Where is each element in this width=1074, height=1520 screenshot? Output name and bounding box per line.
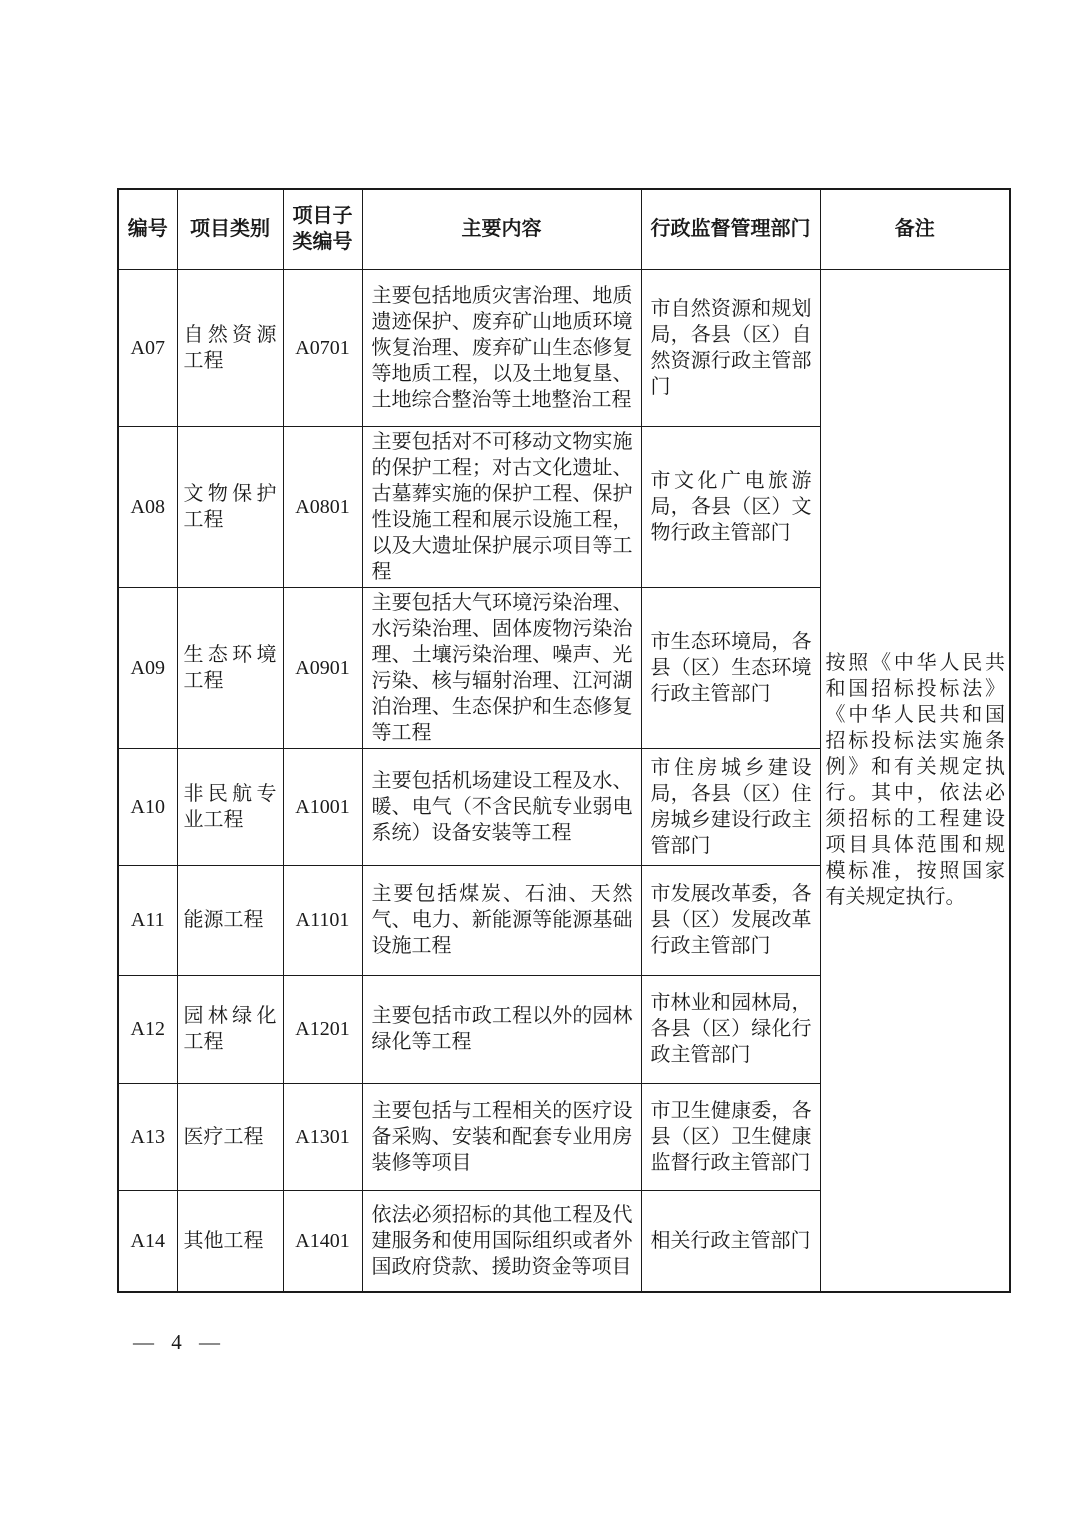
- row-content: 主要包括与工程相关的医疗设备采购、安装和配套专业用房装修等项目: [362, 1083, 641, 1190]
- row-category: 文物保护工程: [177, 426, 283, 587]
- header-category: 项目类别: [177, 189, 283, 269]
- row-category: 生态环境工程: [177, 587, 283, 748]
- row-subcode: A0801: [283, 426, 362, 587]
- row-code: A13: [118, 1083, 177, 1190]
- row-content: 主要包括煤炭、石油、天然气、电力、新能源等能源基础设施工程: [362, 865, 641, 975]
- row-code: A08: [118, 426, 177, 587]
- row-content: 主要包括大气环境污染治理、水污染治理、固体废物污染治理、土壤污染治理、噪声、光污染、核与辐射治理、江河湖泊治理、生态保护和生态修复等工程: [362, 587, 641, 748]
- table-header-row: [118, 189, 1010, 269]
- row-category: 园林绿化工程: [177, 975, 283, 1083]
- row-code: A10: [118, 748, 177, 865]
- header-code: 编号: [118, 189, 177, 269]
- project-category-table: [117, 188, 1011, 1293]
- row-department: 市发展改革委，各县（区）发展改革行政主管部门: [641, 865, 820, 975]
- row-category: 自然资源工程: [177, 269, 283, 426]
- row-department: 相关行政主管部门: [641, 1190, 820, 1292]
- row-department: 市文化广电旅游局，各县（区）文物行政主管部门: [641, 426, 820, 587]
- row-department: 市卫生健康委，各县（区）卫生健康监督行政主管部门: [641, 1083, 820, 1190]
- header-content: 主要内容: [362, 189, 641, 269]
- row-department: 市生态环境局，各县（区）生态环境行政主管部门: [641, 587, 820, 748]
- row-subcode: A0701: [283, 269, 362, 426]
- row-content: 主要包括市政工程以外的园林绿化等工程: [362, 975, 641, 1083]
- row-subcode: A0901: [283, 587, 362, 748]
- remark-merged-cell: 按照《中华人民共和国招标投标法》《中华人民共和国招标投标法实施条例》和有关规定执行。其中，依法必须招标的工程建设项目具体范围和规模标准，按照国家有关规定执行。: [820, 269, 1010, 1292]
- row-subcode: A1101: [283, 865, 362, 975]
- row-code: A09: [118, 587, 177, 748]
- row-department: 市住房城乡建设局，各县（区）住房城乡建设行政主管部门: [641, 748, 820, 865]
- row-content: 主要包括对不可移动文物实施的保护工程；对古文化遗址、古墓葬实施的保护工程、保护性设施工程和展示设施工程，以及大遗址保护展示项目等工程: [362, 426, 641, 587]
- row-subcode: A1301: [283, 1083, 362, 1190]
- row-code: A07: [118, 269, 177, 426]
- header-subcode: 项目子类编号: [283, 189, 362, 269]
- row-content: 主要包括地质灾害治理、地质遗迹保护、废弃矿山地质环境恢复治理、废弃矿山生态修复等地质工程，以及土地复垦、土地综合整治等土地整治工程: [362, 269, 641, 426]
- page-number: — 4 —: [133, 1330, 226, 1354]
- header-department: 行政监督管理部门: [641, 189, 820, 269]
- row-code: A12: [118, 975, 177, 1083]
- row-category: 能源工程: [177, 865, 283, 975]
- row-subcode: A1201: [283, 975, 362, 1083]
- row-department: 市林业和园林局，各县（区）绿化行政主管部门: [641, 975, 820, 1083]
- row-subcode: A1401: [283, 1190, 362, 1292]
- row-code: A11: [118, 865, 177, 975]
- header-remark: 备注: [820, 189, 1010, 269]
- row-category: 医疗工程: [177, 1083, 283, 1190]
- table-row: [118, 269, 1010, 426]
- row-code: A14: [118, 1190, 177, 1292]
- row-category: 非民航专业工程: [177, 748, 283, 865]
- row-subcode: A1001: [283, 748, 362, 865]
- row-content: 依法必须招标的其他工程及代建服务和使用国际组织或者外国政府贷款、援助资金等项目: [362, 1190, 641, 1292]
- row-category: 其他工程: [177, 1190, 283, 1292]
- row-department: 市自然资源和规划局，各县（区）自然资源行政主管部门: [641, 269, 820, 426]
- row-content: 主要包括机场建设工程及水、暖、电气（不含民航专业弱电系统）设备安装等工程: [362, 748, 641, 865]
